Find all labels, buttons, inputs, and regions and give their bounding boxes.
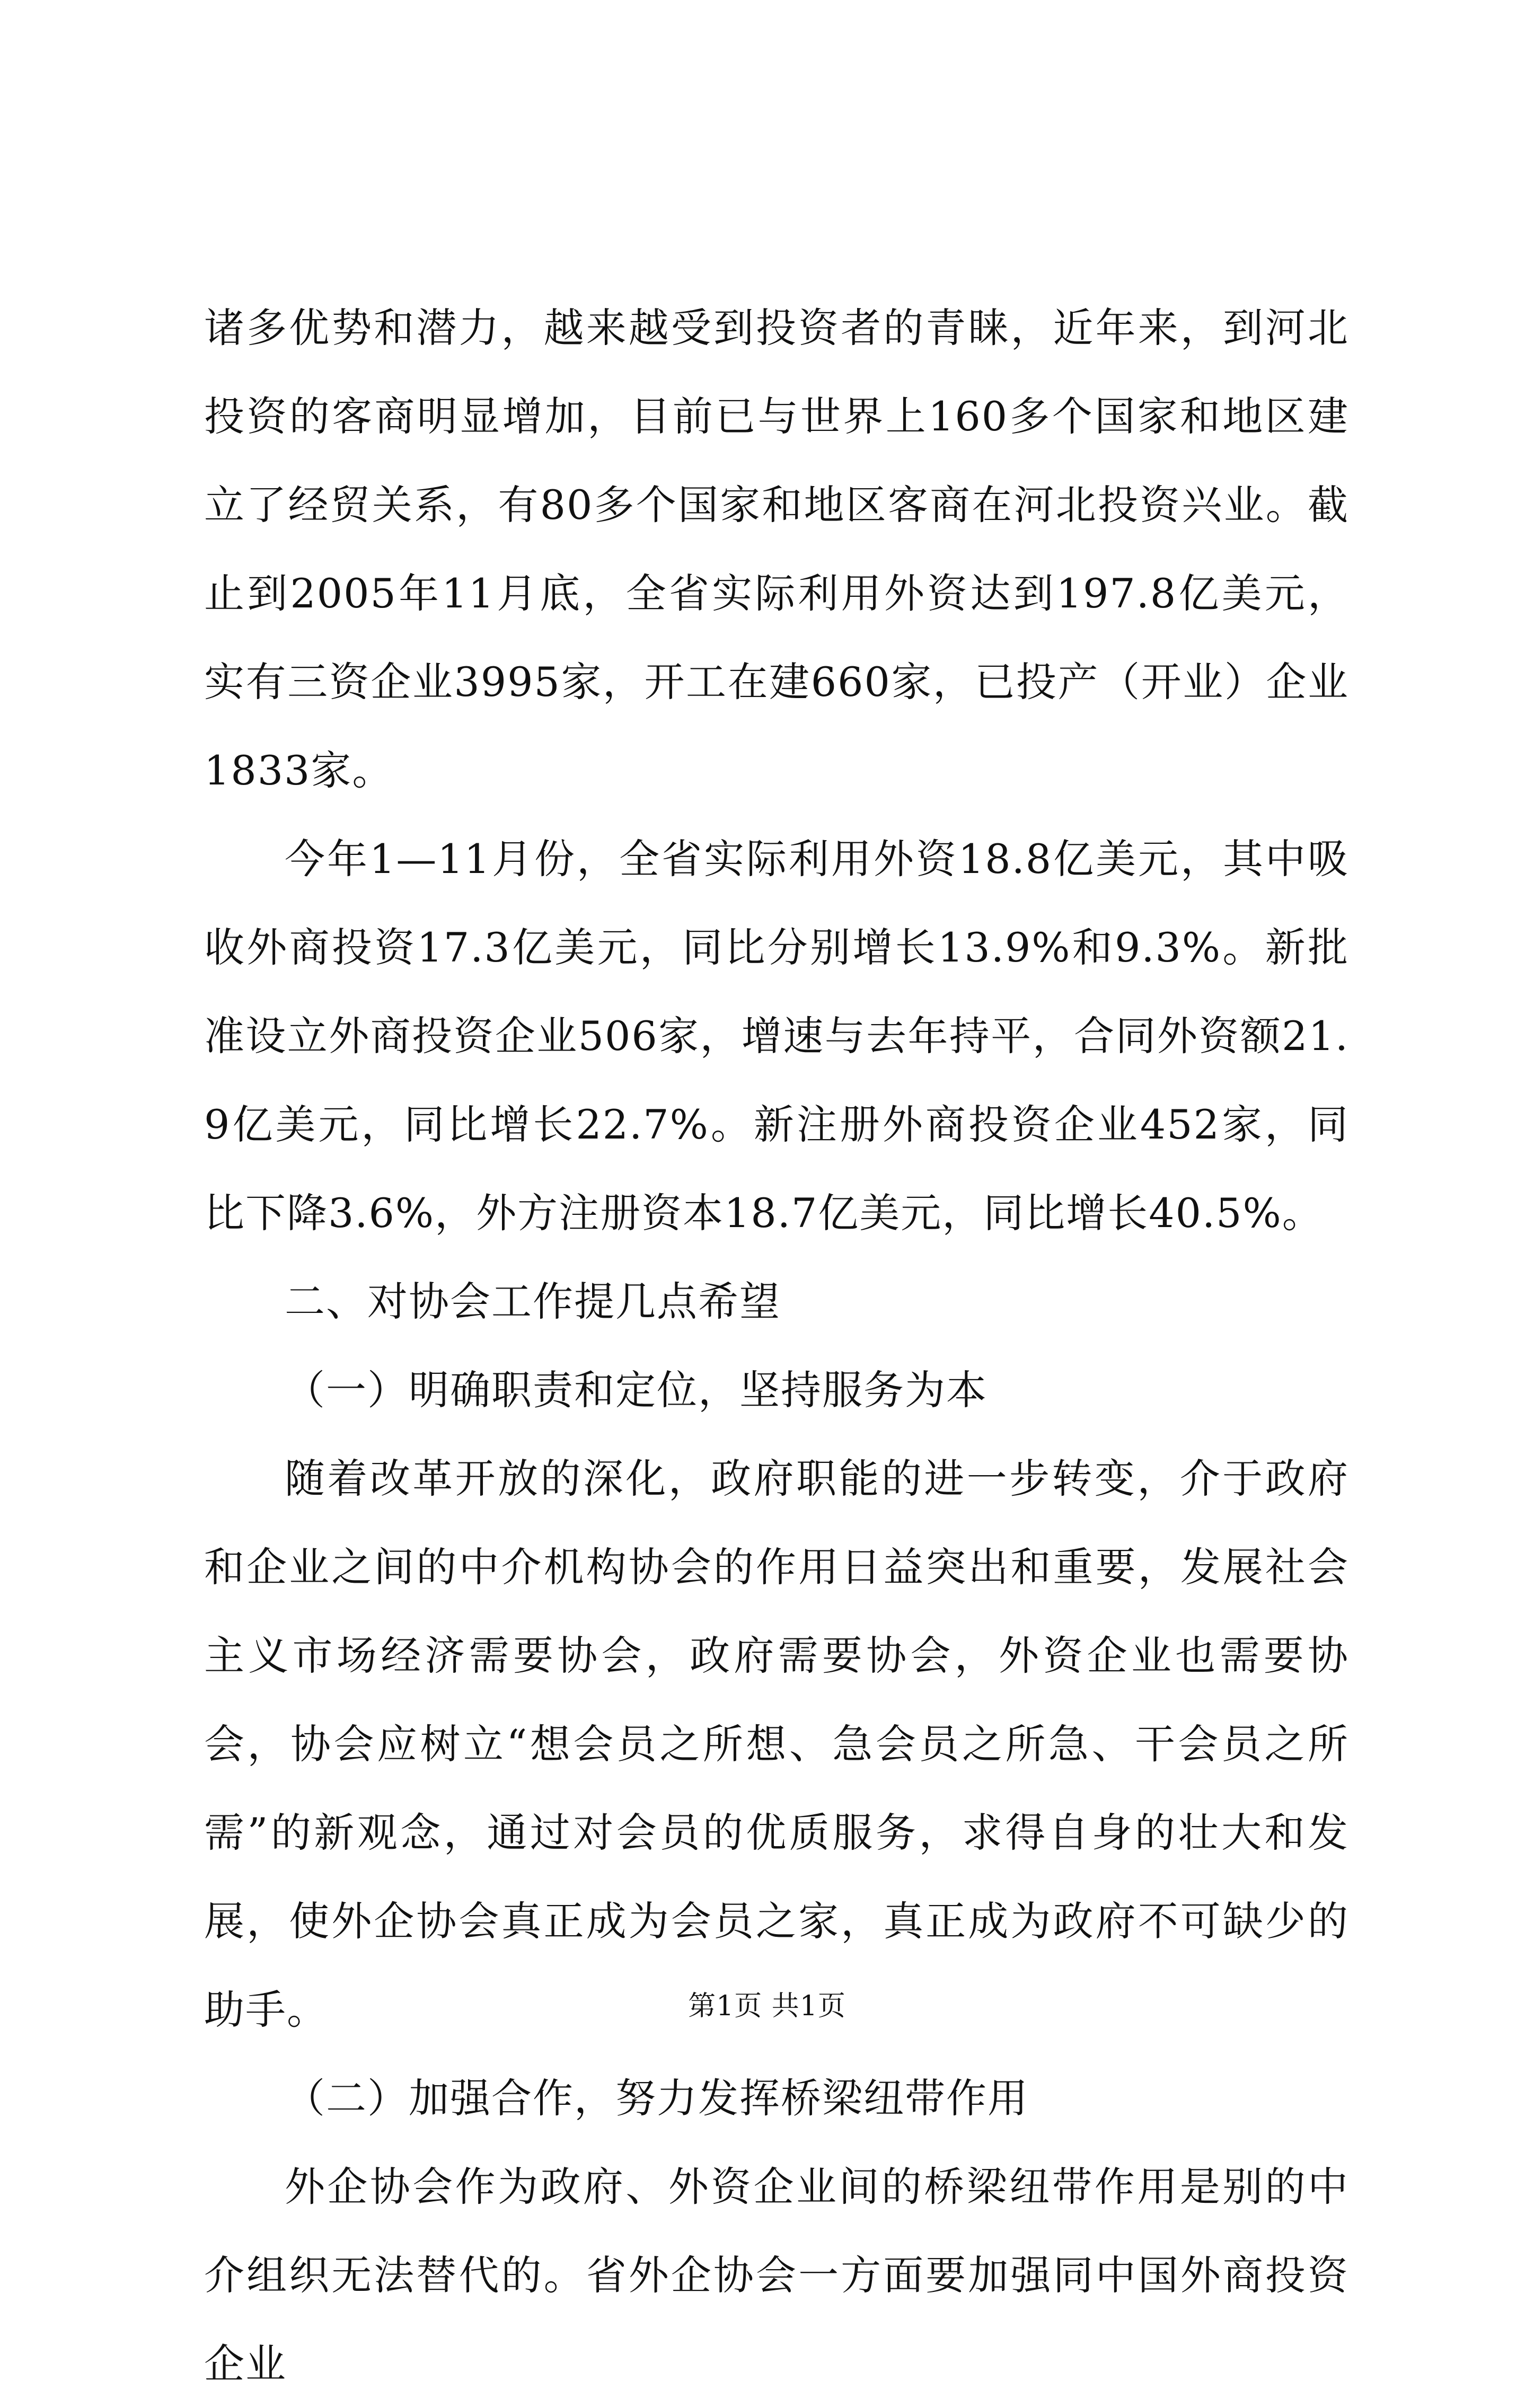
section-heading: 二、对协会工作提几点希望 xyxy=(285,1278,781,1325)
subsection-heading-1: （一）明确职责和定位，坚持服务为本 xyxy=(285,1366,988,1414)
document-body xyxy=(204,284,1349,2408)
paragraph-association-role: 随着改革开放的深化，政府职能的进一步转变，介于政府和企业之间的中介机构协会的作用日益突出和重要，发展社会主义市场经济需要协会，政府需要协会，外资企业也需要协会，协会应树立“想会员之所想、急会员之所急、干会员之所需”的新观念，通过对会员的优质服务，求得自身的壮大和发展，使外企协会真正成为会员之家，真正成为政府不可缺少的助手。 xyxy=(204,1455,1349,2033)
paragraph-bridge-role: 外企协会作为政府、外资企业间的桥梁纽带作用是别的中介组织无法替代的。省外企协会一方面要加强同中国外商投资企业 xyxy=(204,2163,1349,2387)
page-footer: 第1页 共1页 xyxy=(688,1990,846,2022)
paragraph-continuation: 诸多优势和潜力，越来越受到投资者的青睐，近年来，到河北投资的客商明显增加，目前已与世界上160多个国家和地区建立了经贸关系，有80多个国家和地区客商在河北投资兴业。截止到2005年11月底，全省实际利用外资达到197.8亿美元，实有三资企业3995家，开工在建660家，已投产（开业）企业1833家。 xyxy=(204,304,1349,794)
paragraph-foreign-investment-stats: 今年1—11月份，全省实际利用外资18.8亿美元，其中吸收外商投资17.3亿美元，同比分别增长13.9%和9.3%。新批准设立外商投资企业506家，增速与去年持平，合同外资额21.9亿美元，同比增长22.7%。新注册外商投资企业452家，同比下降3.6%，外方注册资本18.7亿美元，同比增长40.5%。 xyxy=(204,835,1349,1237)
subsection-heading-2: （二）加强合作，努力发挥桥梁纽带作用 xyxy=(285,2075,1029,2122)
